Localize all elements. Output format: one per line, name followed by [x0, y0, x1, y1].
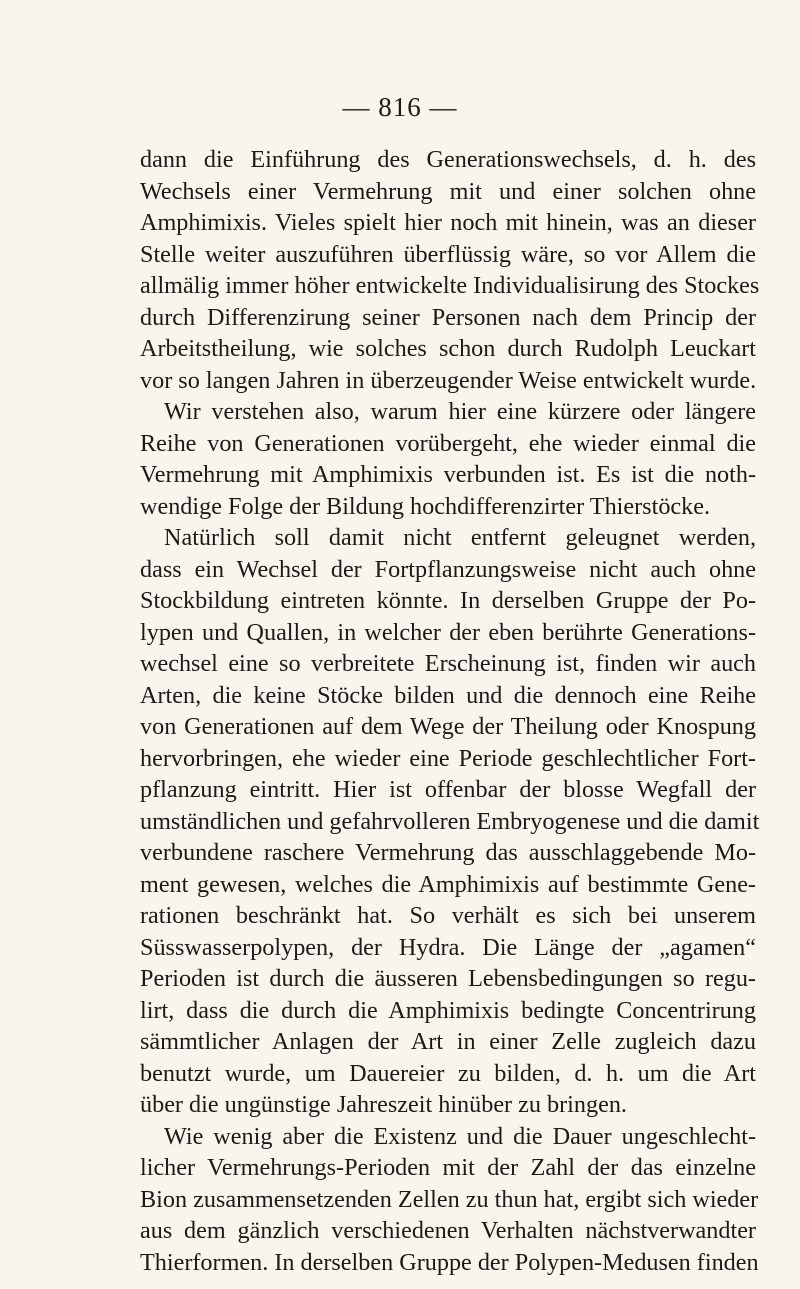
text-line: durch Differenzirung seiner Personen nach dem Princip der [140, 303, 756, 331]
text-line: Perioden ist durch die äusseren Lebensbedingungen so regu- [140, 965, 756, 992]
body-text [140, 144, 760, 1278]
text-line: Arten, die keine Stöcke bilden und die dennoch eine Reihe [140, 681, 756, 709]
text-line: rationen beschränkt hat. So verhält es sich bei unserem [140, 902, 756, 929]
text-line: vor so langen Jahren in überzeugender Weise entwickelt wurde. [140, 366, 757, 394]
text-line: von Generationen auf dem Wege der Theilung oder Knospung [140, 713, 756, 740]
page-number: — 816 — [342, 92, 458, 122]
text-line: Stelle weiter auszuführen überflüssig wäre, so vor Allem die [140, 240, 756, 268]
text-line: Süsswasserpolypen, der Hydra. Die Länge der „agamen“ [140, 933, 756, 961]
text-line: lypen und Quallen, in welcher der eben berührte Generations- [140, 618, 756, 646]
text-line: dass ein Wechsel der Fortpflanzungsweise nicht auch ohne [140, 555, 756, 583]
text-line: Wechsels einer Vermehrung mit und einer solchen ohne [140, 177, 756, 205]
text-line: Amphimixis. Vieles spielt hier noch mit hinein, was an dieser [140, 209, 756, 236]
text-line: dann die Einführung des Generationswechsels, d. h. des [140, 146, 756, 173]
text-line: lirt, dass die durch die Amphimixis bedingte Concentrirung [140, 996, 756, 1024]
text-line: aus dem gänzlich verschiedenen Verhalten nächstverwandter [140, 1217, 756, 1244]
text-line: Stockbildung eintreten könnte. In derselben Gruppe der Po- [140, 587, 756, 614]
text-line: benutzt wurde, um Dauereier zu bilden, d. h. um die Art [140, 1059, 756, 1087]
text-line: umständlichen und gefahrvolleren Embryogenese und die damit [140, 807, 760, 835]
text-line: Vermehrung mit Amphimixis verbunden ist. Es ist die noth- [140, 461, 756, 488]
text-line: allmälig immer höher entwickelte Individualisirung des Stockes [140, 272, 760, 299]
text-line: über die ungünstige Jahreszeit hinüber zu bringen. [140, 1091, 627, 1118]
text-line: sämmtlicher Anlagen der Art in einer Zelle zugleich dazu [140, 1028, 756, 1055]
text-line: verbundene raschere Vermehrung das ausschlaggebende Mo- [140, 839, 756, 866]
text-line: Reihe von Generationen vorübergeht, ehe wieder einmal die [140, 429, 756, 457]
text-line: Natürlich soll damit nicht entfernt geleugnet werden, [164, 524, 756, 551]
text-line: wendige Folge der Bildung hochdifferenzirter Thierstöcke. [140, 492, 711, 520]
text-line: pflanzung eintritt. Hier ist offenbar der blosse Wegfall der [140, 776, 756, 803]
text-line: Wir verstehen also, warum hier eine kürzere oder längere [164, 398, 756, 425]
text-line: hervorbringen, ehe wieder eine Periode geschlechtlicher Fort- [140, 744, 756, 772]
text-line: licher Vermehrungs-Perioden mit der Zahl der das einzelne [140, 1154, 756, 1181]
text-line: Thierformen. In derselben Gruppe der Polypen-Medusen finden [140, 1248, 759, 1276]
text-line: wechsel eine so verbreitete Erscheinung ist, finden wir auch [140, 650, 756, 677]
text-line: Wie wenig aber die Existenz und die Dauer ungeschlecht- [164, 1122, 756, 1150]
text-line: Arbeitstheilung, wie solches schon durch Rudolph Leuckart [140, 335, 756, 362]
text-line: ment gewesen, welches die Amphimixis auf bestimmte Gene- [140, 870, 756, 898]
text-line: Bion zusammensetzenden Zellen zu thun hat, ergibt sich wieder [140, 1185, 759, 1213]
